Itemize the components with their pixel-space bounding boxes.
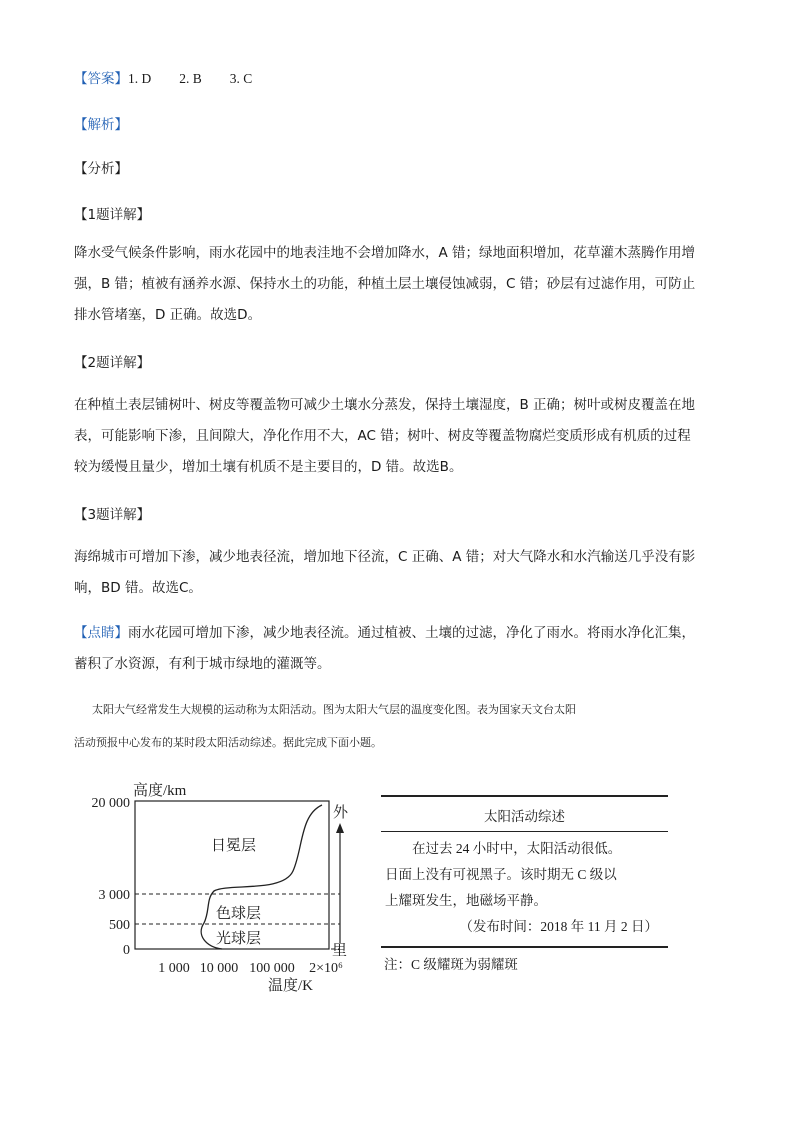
plot-frame (135, 801, 329, 949)
intro-paragraph (74, 693, 742, 759)
table-body (381, 832, 668, 946)
answer-item-3: 3. C (229, 71, 253, 86)
y-tick-label: 0 (123, 943, 130, 958)
q1-line-2: 强，B 错；植被有涵养水源、保持水土的功能，种植土层土壤侵蚀减弱，C 错；砂层有过滤作用，可防止 (74, 276, 696, 292)
intro-line-2: 活动预报中心发布的某时段太阳活动综述。据此完成下面小题。 (74, 736, 382, 749)
intro-line-1: 太阳大气经常发生大规模的运动称为太阳活动。图为太阳大气层的温度变化图。表为国家天文台太阳 (92, 703, 576, 716)
dianjing-paragraph (74, 618, 724, 680)
temperature-curve (201, 805, 322, 949)
layer-label-corona: 日冕层 (211, 838, 257, 854)
q3-line-2: 响，BD 错。故选C。 (74, 580, 202, 596)
table-body-line-1: 在过去 24 小时中，太阳活动很低。 (412, 841, 622, 856)
q2-paragraph (74, 390, 724, 483)
q2-line-1: 在种植土表层铺树叶、树皮等覆盖物可减少土壤水分蒸发，保持土壤湿度，B 正确；树叶或树皮覆盖在地 (74, 397, 696, 413)
y-tick-label: 500 (109, 918, 130, 933)
x-tick-label: 2×10⁶ (309, 961, 343, 976)
q2-heading: 【2题详解】 (74, 355, 151, 371)
table-note: 注：C 级耀斑为弱耀斑 (384, 957, 518, 972)
y-tick-label: 3 000 (98, 888, 130, 903)
q1-heading: 【1题详解】 (74, 207, 151, 223)
x-axis-label: 温度/K (268, 978, 314, 994)
q3-line-1: 海绵城市可增加下渗，减少地表径流，增加地下径流，C 正确、A 错；对大气降水和水汽输送几乎没有影 (74, 549, 696, 565)
dianjing-line-2: 蓄积了水资源，有利于城市绿地的灌溉等。 (74, 656, 331, 672)
x-tick-label: 100 000 (249, 961, 295, 976)
layer-label-photosphere: 光球层 (216, 931, 262, 947)
solar-activity-table (381, 795, 668, 948)
arrow-head-icon (336, 823, 344, 833)
y-tick-label: 20 000 (91, 796, 130, 811)
table-body-line-3: 上耀斑发生，地磁场平静。 (385, 893, 547, 908)
q2-line-2: 表，可能影响下渗，且间隙大，净化作用不大，AC 错；树叶、树皮等覆盖物腐烂变质形成有机质的过程 (74, 428, 691, 444)
q2-line-3: 较为缓慢且量少，增加土壤有机质不是主要目的，D 错。故选B。 (74, 459, 463, 475)
dianjing-tag: 【点睛】 (74, 625, 128, 641)
q3-paragraph (74, 542, 724, 604)
dianjing-line-1 (74, 618, 724, 649)
q1-paragraph (74, 238, 724, 331)
table-date: （发布时间：2018 年 11 月 2 日） (459, 919, 658, 934)
arrow-top-label: 外 (333, 805, 349, 821)
analysis-tag: 【解析】 (74, 117, 128, 133)
arrow-bottom-label: 里 (332, 943, 348, 959)
answer-line (74, 67, 252, 87)
answer-item-2: 2. B (179, 71, 202, 86)
table-body-line-2: 日面上没有可视黑子。该时期无 C 级以 (385, 867, 617, 882)
x-tick-label: 10 000 (199, 961, 239, 976)
answer-tag: 【答案】 (74, 71, 128, 87)
dianjing-text-1: 雨水花园可增加下渗，减少地表径流。通过植被、土壤的过滤，净化了雨水。将雨水净化汇集， (128, 625, 695, 641)
layer-label-chromosphere: 色球层 (216, 906, 262, 922)
table-title: 太阳活动综述 (484, 809, 565, 824)
x-tick-label: 1 000 (158, 961, 190, 976)
answer-item-1: 1. D (128, 71, 152, 86)
y-axis-label: 高度/km (133, 783, 187, 799)
q1-line-3: 排水管堵塞，D 正确。故选D。 (74, 307, 262, 323)
q1-line-1: 降水受气候条件影响，雨水花园中的地表洼地不会增加降水，A 错；绿地面积增加，花草灌木蒸腾作用增 (74, 245, 696, 261)
q3-heading: 【3题详解】 (74, 507, 151, 523)
fenxi-tag: 【分析】 (74, 161, 128, 177)
